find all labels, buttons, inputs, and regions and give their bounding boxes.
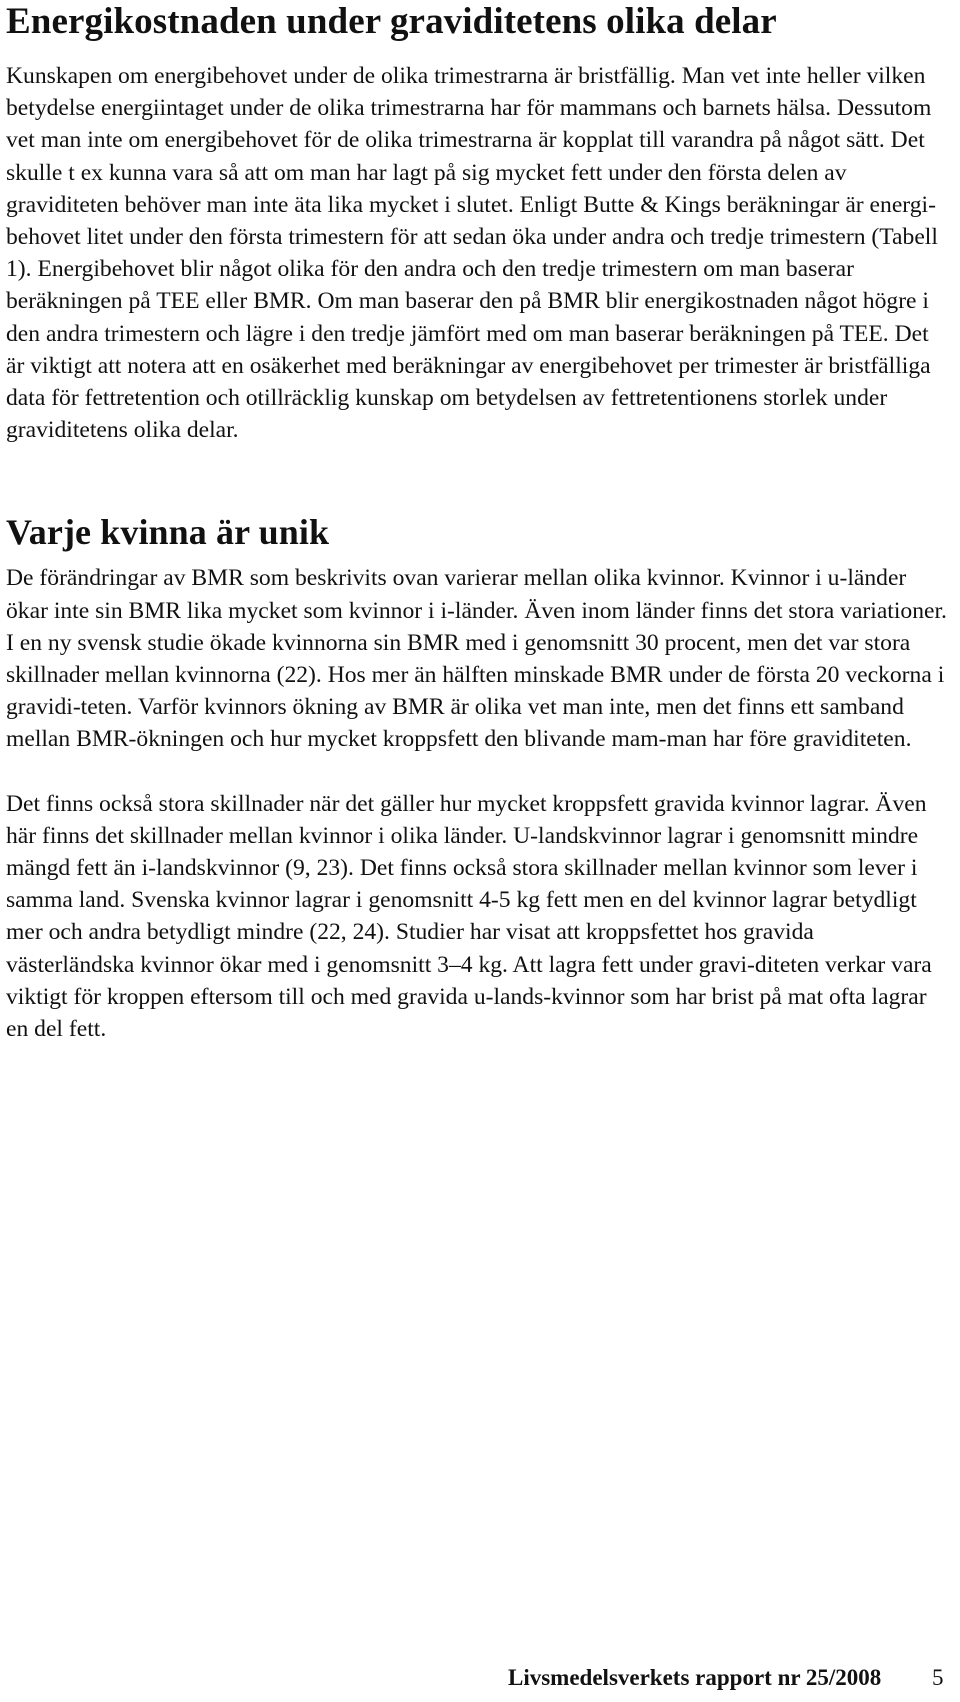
paragraph-fat-storage: Det finns också stora skillnader när det gäller hur mycket kroppsfett gravida kvinnor lagrar. Även här finns det skillnader mellan kvinnor i olika länder. U-landskvinnor lagrar i genomsnitt mindre mängd fett än i-landskvinnor (9, 23). Det finns också stora skillnader mellan kvinnor som lever i samma land. Svenska kvinnor lagrar i genomsnitt 4-5 kg fett men en del kvinnor lagrar betydligt mer och andra betydligt mindre (22, 24). Studier har visat att kroppsfettet hos gravida västerländska kvinnor ökar med i genomsnitt 3–4 kg. Att lagra fett under gravi-diteten verkar vara viktigt för kroppen eftersom till och med gravida u-lands-kvinnor som har brist på mat ofta lagrar en del fett. xyxy=(6,790,932,1043)
footer-report-title: Livsmedelsverkets rapport nr 25/2008 xyxy=(508,1665,882,1690)
page-number: 5 xyxy=(932,1665,944,1690)
paragraph-energy-cost: Kunskapen om energibehovet under de olika trimestrarna är bristfällig. Man vet inte heller vilken betydelse energiintaget under de olika trimestrarna har för mammans och barnets hälsa. Dessutom vet man inte om energibehovet för de olika trimestrarna är kopplat till varandra på något sätt. Det skulle t ex kunna vara så att om man har lagt på sig mycket fett under den första delen av graviditeten behöver man inte äta lika mycket i slutet. Enligt Butte & Kings beräkningar är energi-behovet litet under den första trimestern för att sedan öka under andra och tredje trimestern (Tabell 1). Energibehovet blir något olika för den andra och den tredje trimestern om man baserar beräkningen på TEE eller BMR. Om man baserar den på BMR blir energikostnaden något högre i den andra trimestern och lägre i den tredje jämfört med om man baserar beräkningen på TEE. Det är viktigt att notera att en osäkerhet med beräkningar av energibehovet per trimester är bristfälliga data för fettretention och otillräcklig kunskap om betydelsen av fettretentionens storlek under graviditetens olika delar. xyxy=(6,63,938,444)
section-title-energy-cost: Energikostnaden under graviditetens olika delar xyxy=(6,1,777,42)
section-title-unique-woman: Varje kvinna är unik xyxy=(6,512,330,553)
page-footer xyxy=(0,1664,960,1692)
paragraph-bmr-variation: De förändringar av BMR som beskrivits ovan varierar mellan olika kvinnor. Kvinnor i u-länder ökar inte sin BMR lika mycket som kvinnor i i-länder. Även inom länder finns det stora variationer. I en ny svensk studie ökade kvinnorna sin BMR med i genomsnitt 30 procent, men det var stora skillnader mellan kvinnorna (22). Hos mer än hälften minskade BMR under de första 20 veckorna i gravidi-teten. Varför kvinnors ökning av BMR är olika vet man inte, men det finns ett samband mellan BMR-ökningen och hur mycket kroppsfett den blivande mam-man har före graviditeten. xyxy=(6,565,947,753)
page-content xyxy=(6,0,948,1045)
